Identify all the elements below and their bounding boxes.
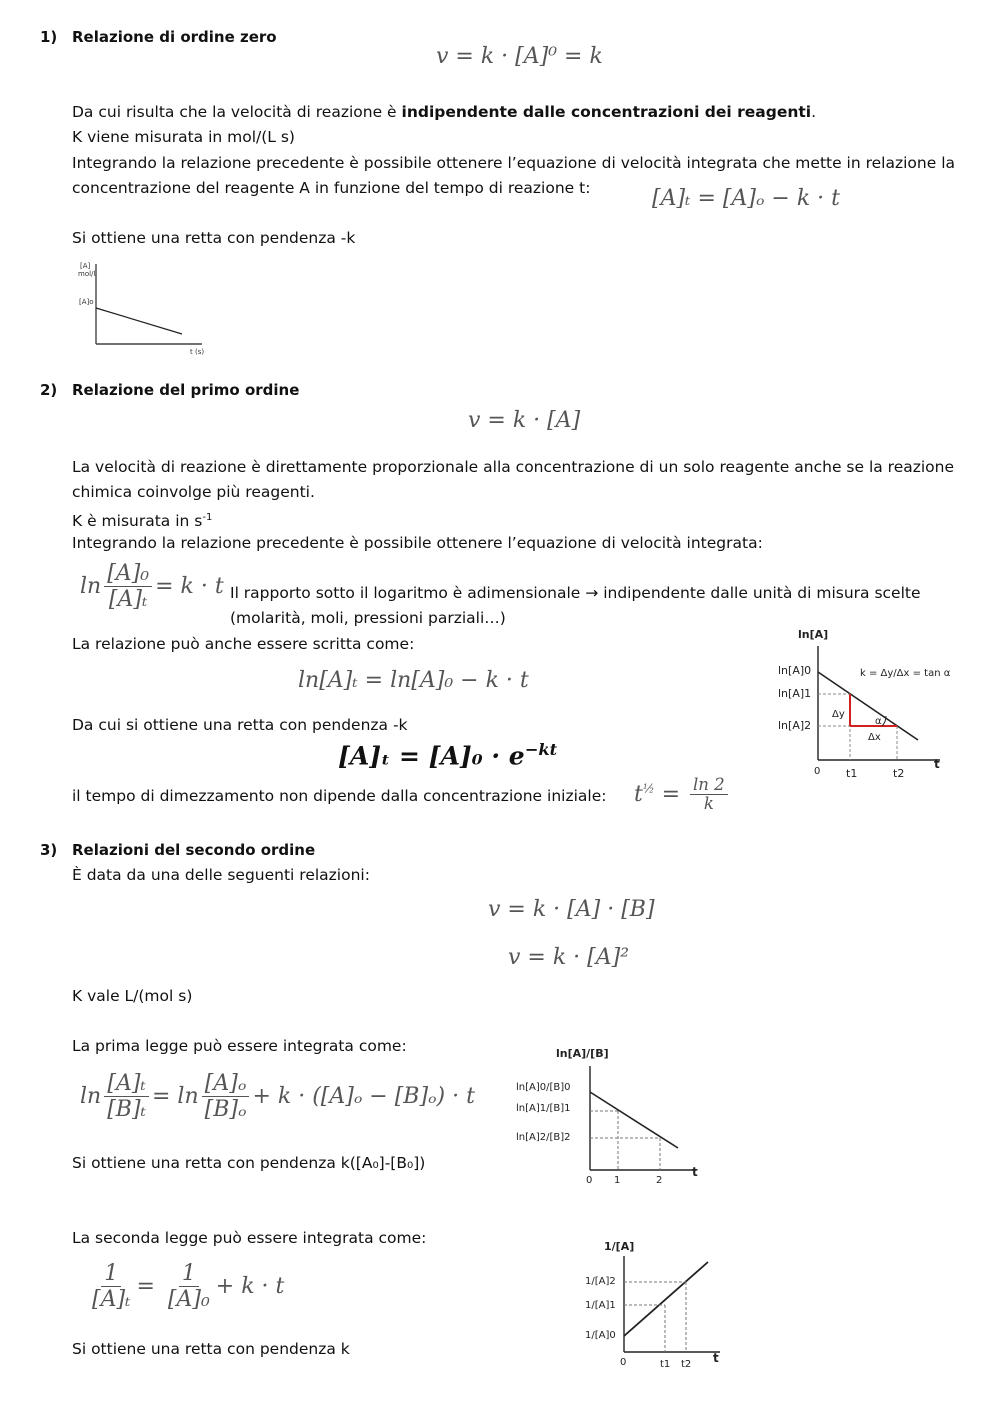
y-axis-label: ln[A]	[798, 628, 829, 641]
half-exponent: ½	[642, 781, 655, 796]
second-order-line-4: Si ottiene una retta con pendenza k([A₀]-[B₀])	[72, 1154, 426, 1172]
second-order-line-3: La prima legge può essere integrata come:	[72, 1037, 407, 1055]
half-life-equation: $t^{\frac{1}{2}}$ = $\frac{\ln 2}{k}$	[634, 776, 731, 814]
zero-order-line-3: Integrando la relazione precedente è possibile ottenere l’equazione di velocità integrata che mette in relazione la	[72, 154, 956, 172]
zero-order-line-4: concentrazione del reagente A in funzione del tempo di reazione t:	[72, 179, 591, 197]
origin-label: 0	[586, 1175, 593, 1186]
denominator: [A]ₜ	[92, 1287, 131, 1313]
ln-concentration-line	[818, 672, 918, 740]
t2-label: t2	[893, 767, 905, 780]
first-order-linear-equation: ln[A]ₜ = ln[A]₀ − k · t	[298, 668, 529, 693]
numerator: ln 2	[690, 776, 728, 795]
numerator: 1	[101, 1262, 121, 1287]
y0-label: 1/[A]0	[585, 1330, 616, 1341]
second-order-line-6: Si ottiene una retta con pendenza k	[72, 1340, 350, 1358]
first-order-line-7: il tempo di dimezzamento non dipende dalla concentrazione iniziale:	[72, 787, 607, 805]
y0-label: ln[A]0	[778, 664, 812, 677]
text-span: Da cui risulta che la velocità di reazione è	[72, 103, 402, 121]
y0-label: [A]o	[79, 298, 94, 306]
x-axis-label: t	[692, 1165, 698, 1179]
x2-label: 2	[656, 1175, 663, 1186]
section-1-number: 1)	[40, 28, 58, 46]
first-order-line-4: Integrando la relazione precedente è possibile ottenere l’equazione di velocità integrata:	[72, 534, 763, 552]
zero-order-line-2: K viene misurata in mol/(L s)	[72, 128, 295, 146]
alpha-label: α	[875, 716, 882, 727]
denominator: k	[703, 794, 714, 814]
y-axis-label: ln[A]/[B]	[556, 1047, 609, 1060]
t2-label: t2	[681, 1359, 692, 1370]
y0-label: ln[A]0/[B]0	[516, 1082, 571, 1093]
origin-label: 0	[814, 766, 821, 777]
y1-label: 1/[A]1	[585, 1300, 616, 1311]
t-symbol: t	[634, 782, 643, 808]
equation-tail: + k · ([A]ₒ − [B]ₒ) · t	[252, 1084, 475, 1110]
bold-span: indipendente dalle concentrazioni dei reagenti	[401, 103, 812, 121]
origin-label: 0	[620, 1357, 627, 1368]
rhs: = k · t	[155, 574, 224, 600]
y1-label: ln[A]1/[B]1	[516, 1103, 571, 1114]
fraction	[89, 1262, 133, 1312]
second-order-second-graph	[582, 1236, 732, 1376]
y-unit: mol/l	[78, 270, 96, 278]
y-label: [A]	[80, 262, 91, 270]
y-axis-label: 1/[A]	[604, 1240, 635, 1253]
second-order-rate-ab: v = k · [A] · [B]	[488, 897, 655, 922]
numerator: [A]₀	[104, 562, 152, 587]
slope-formula: k = Δy/Δx = tan α	[860, 668, 950, 679]
numerator: [A]ₒ	[202, 1072, 250, 1097]
zero-order-rate-equation: v = k · [A]⁰ = k	[436, 44, 603, 69]
text-span: K è misurata in s	[72, 512, 203, 531]
first-order-ln-equation	[80, 562, 224, 612]
ln-operator: ln	[177, 1084, 199, 1110]
first-order-note-2: (molarità, moli, pressioni parziali…)	[230, 609, 506, 627]
second-order-first-integrated: ln $\frac{\text{[A]ₜ}}{\text{[B]ₜ}}$ = ln $\frac{\text{[A]ₒ}}{\text{[B]ₒ}}$ + k · ([A]ₒ − [B]ₒ) · t	[80, 1071, 475, 1123]
fraction	[202, 1072, 250, 1122]
second-order-line-1: È data da una delle seguenti relazioni:	[72, 866, 370, 884]
ln-operator: ln	[80, 1084, 102, 1110]
section-2-title: Relazione del primo ordine	[72, 381, 300, 399]
x-label: t (s)	[190, 348, 205, 356]
x-axis-label: t	[934, 757, 940, 771]
denominator: [B]ₒ	[204, 1097, 247, 1123]
first-order-note-1: Il rapporto sotto il logaritmo è adimensionale → indipendente dalle unità di misura scelte	[230, 584, 921, 602]
first-order-line-2: chimica coinvolge più reagenti.	[72, 483, 315, 501]
ln-operator: ln	[80, 574, 102, 600]
y2-label: 1/[A]2	[585, 1276, 616, 1287]
fraction	[690, 776, 728, 814]
x-axis-label: t	[713, 1351, 719, 1365]
superscript: -1	[202, 512, 213, 523]
inverse-concentration-line	[624, 1262, 708, 1336]
section-3-number: 3)	[40, 841, 58, 859]
zero-order-line-5: Si ottiene una retta con pendenza -k	[72, 229, 356, 247]
first-order-line-6: Da cui si ottiene una retta con pendenza -k	[72, 716, 408, 734]
numerator: [A]ₜ	[104, 1072, 148, 1097]
fraction	[165, 1262, 213, 1312]
y1-label: ln[A]1	[778, 687, 812, 700]
text-span: .	[811, 103, 817, 121]
denominator: [A]₀	[167, 1287, 210, 1313]
second-order-line-2: K vale L/(mol s)	[72, 987, 193, 1005]
zero-order-integrated-equation: [A]ₜ = [A]ₒ − k · t	[652, 186, 840, 211]
zero-order-line-1	[72, 100, 816, 125]
x1-label: 1	[614, 1175, 621, 1186]
y2-label: ln[A]2	[778, 719, 812, 732]
section-1-title: Relazione di ordine zero	[72, 28, 277, 46]
section-2-number: 2)	[40, 381, 58, 399]
numerator: 1	[179, 1262, 199, 1287]
first-order-line-3	[72, 505, 212, 534]
first-order-line-1: La velocità di reazione è direttamente proporzionale alla concentrazione di un solo reagente anche se la reazione	[72, 458, 955, 476]
fraction	[104, 562, 152, 612]
second-order-first-graph	[512, 1042, 707, 1186]
zero-order-graph	[78, 258, 208, 358]
exp-exponent: −kt	[524, 740, 558, 759]
section-3-title: Relazioni del secondo ordine	[72, 841, 316, 859]
delta-x-label: Δx	[868, 732, 881, 743]
t1-label: t1	[846, 767, 858, 780]
y2-label: ln[A]2/[B]2	[516, 1132, 571, 1143]
t1-label: t1	[660, 1359, 671, 1370]
first-order-rate-equation: v = k · [A]	[468, 408, 581, 433]
second-order-line-5: La seconda legge può essere integrata come:	[72, 1229, 427, 1247]
ratio-line	[590, 1092, 678, 1148]
first-order-graph	[770, 622, 950, 784]
equation-tail: + k · t	[215, 1274, 285, 1300]
denominator: [B]ₜ	[107, 1097, 146, 1123]
second-order-second-integrated: $\frac{1}{\text{[A]ₜ}}$ = $\frac{1}{\text{[A]₀}}$ + k · t	[86, 1262, 284, 1312]
first-order-exponential-equation	[338, 740, 557, 770]
second-order-rate-a2: v = k · [A]²	[508, 945, 630, 970]
exp-base: [A]ₜ = [A]₀ · e	[338, 741, 525, 771]
delta-y-label: Δy	[832, 709, 845, 720]
fraction	[104, 1072, 149, 1122]
first-order-line-5: La relazione può anche essere scritta come:	[72, 635, 415, 653]
concentration-line	[96, 308, 182, 334]
denominator: [A]ₜ	[108, 587, 148, 613]
